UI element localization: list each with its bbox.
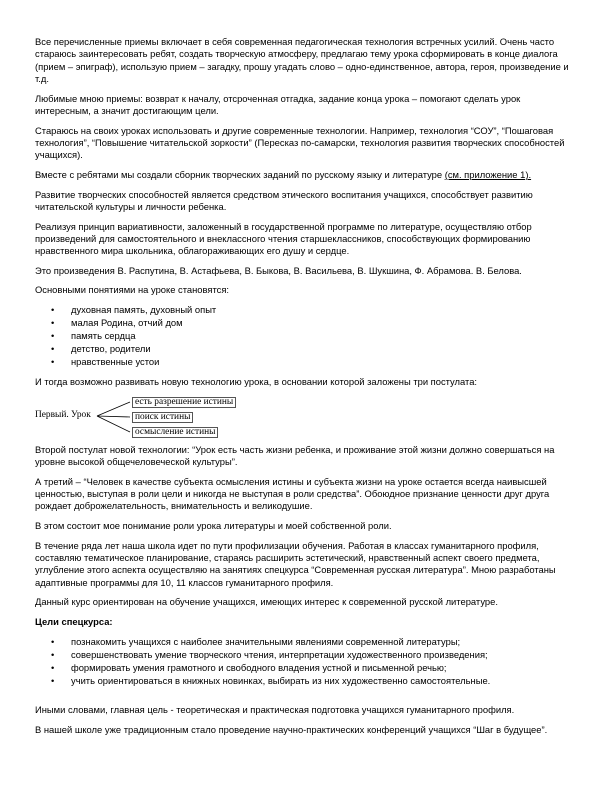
paragraph — [35, 169, 577, 181]
list-item: • память сердца — [71, 330, 577, 343]
arrow-line — [97, 402, 130, 416]
paragraph: Основными понятиями на уроке становятся: — [35, 284, 230, 296]
list-item: • нравственные устои — [71, 356, 577, 369]
paragraph: Все перечисленные приемы включает в себя современная педагогическая технология встречных усилий. Очень часто стараюсь заинтересовать ребят, создать творческую атмосферу, предлагаю тему урока сформировать в конце диалога (прием – эпиграф), использую прием – загадку, прошу угадать слово – одно-единственное, автора, героя, произведение и т.д. — [35, 36, 569, 84]
postulates-diagram — [35, 396, 577, 440]
arrow-line — [97, 416, 130, 417]
paragraph: Реализуя принцип вариативности, заложенный в государственной программе по литературе, осуществляю отбор произведений для самостоятельного и внеклассного чтения старшеклассников, способствующих формированию нравственного мира школьника, облагораживающих его душу и сердце. — [35, 220, 532, 257]
paragraph: Это произведения В. Распутина, В. Астафьева, В. Быкова, В. Васильева, В. Шукшина, Ф. Абрамова. В. Белова. — [35, 264, 522, 276]
section-heading: Цели спецкурса: — [35, 616, 113, 628]
diagram-target: есть разрешение истины — [132, 397, 236, 408]
paragraph: И тогда возможно развивать новую технологию урока, в основании которой заложены три постулата: — [35, 376, 478, 388]
paragraph: Второй постулат новой технологии: “Урок есть часть жизни ребенка, и проживание этой жизни должно совершаться на уровне высокой общечеловеческой культуры”. — [35, 443, 555, 468]
list-item: • формировать умения грамотного и свободного владения устной и письменной речью; — [71, 662, 577, 675]
list-item: • совершенствовать умение творческого чтения, интерпретации художественного произведения; — [71, 649, 577, 662]
list-item: • детство, родители — [71, 343, 577, 356]
paragraph: В течение ряда лет наша школа идет по пути профилизации обучения. Работая в классах гуманитарного профиля, составляю тематическое планирование, стараясь расширить эстетический, нравственный аспект своего предмета, углубление этого аспекта осуществляю на занятиях спецкурса “Современная русская литература”. Мною разработаны адаптивные программы для 10, 11 классов гуманитарного профиля. — [35, 539, 556, 588]
diagram-arrows — [35, 396, 577, 440]
paragraph: В нашей школе уже традиционным стало проведение научно-практических конференций учащихся “Шаг в будущее”. — [35, 724, 548, 736]
appendix-link[interactable]: (см. приложение 1). — [444, 168, 532, 180]
paragraph: Данный курс ориентирован на обучение учащихся, имеющих интерес к современной русской литературе. — [35, 596, 498, 608]
list-item: • духовная память, духовный опыт — [71, 304, 577, 317]
paragraph: В этом состоит мое понимание роли урока литературы и моей собственной роли. — [35, 520, 392, 532]
arrow-line — [97, 416, 130, 432]
paragraph: Развитие творческих способностей является средством этического воспитания учащихся, способствует развитию читательской культуры и личности ребенка. — [35, 188, 533, 212]
diagram-target: осмысление истины — [132, 427, 218, 438]
paragraph-text: Вместе с ребятами мы создали сборник творческих заданий по русскому языку и литературе — [35, 168, 445, 180]
list-item: • учить ориентироваться в книжных новинках, выбирать из них художественно самостоятельные. — [71, 675, 577, 688]
list-item: • познакомить учащихся с наиболее значительными явлениями современной литературы; — [71, 636, 577, 649]
document-page — [35, 36, 577, 744]
concepts-list — [35, 304, 577, 369]
list-item: • малая Родина, отчий дом — [71, 317, 577, 330]
paragraph: Стараюсь на своих уроках использовать и другие современные технологии. Например, технология “СОУ”, “Пошаговая технология”, “Повышение читательской зоркости” (Пересказ по-самарски, технология развития творческих способностей учащихся). — [35, 124, 565, 161]
paragraph: А третий – “Человек в качестве субъекта осмысления истины и субъекта жизни на уроке остается всегда наивысшей ценностью, выступая в роли цели и никогда не выступая в роли средства”. Обоюдное признание ценности друг друга рождает доброжелательность, внимательность и великодушие. — [35, 475, 550, 512]
diagram-target: поиск истины — [132, 412, 193, 423]
paragraph: Любимые мною приемы: возврат к началу, отсроченная отгадка, задание конца урока – помогают сделать урок интересным, а значит достигающим цели. — [35, 92, 521, 116]
paragraph: Иными словами, главная цель - теоретическая и практическая подготовка учащихся гуманитарного профиля. — [35, 704, 515, 716]
course-goals-list — [35, 636, 577, 688]
diagram-source: Первый. Урок — [35, 409, 91, 420]
